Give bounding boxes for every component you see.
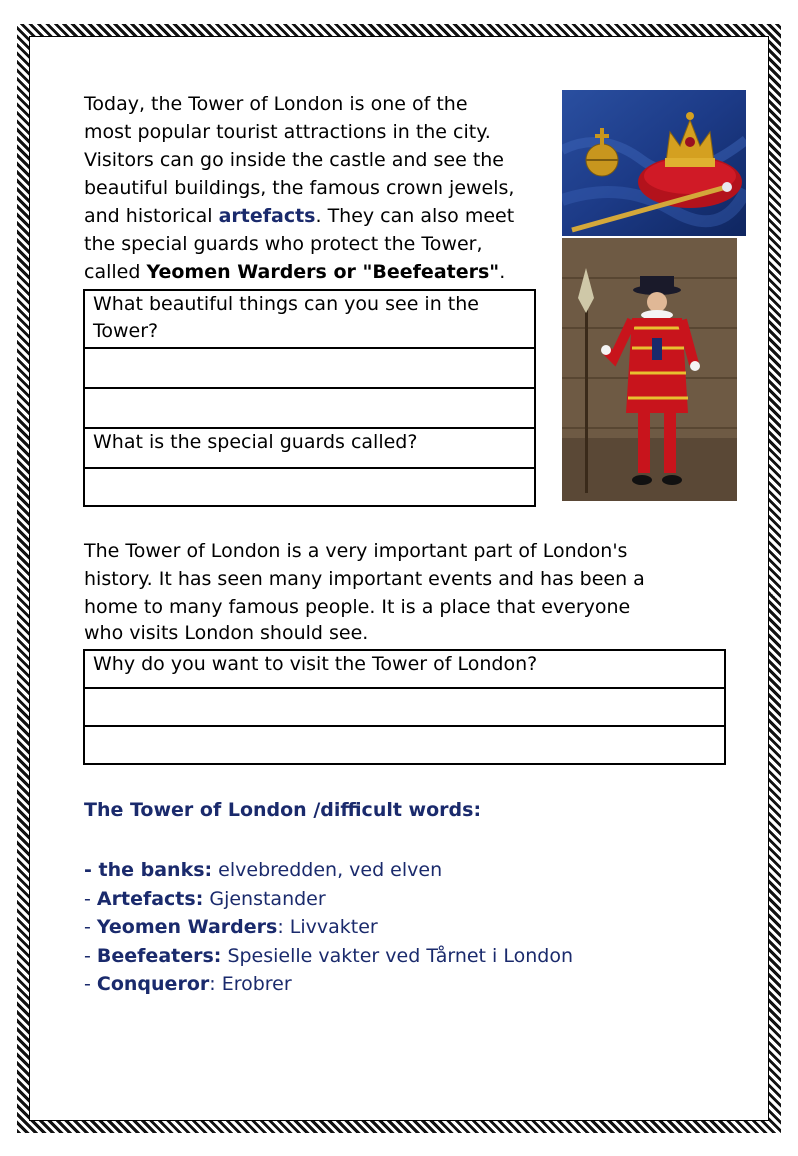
question-text: Why do you want to visit the Tower of London?	[93, 653, 538, 675]
vocab-term: Artefacts:	[96, 887, 204, 910]
vocab-meaning: Spesielle vakter ved Tårnet i London	[227, 944, 574, 967]
dash: -	[84, 944, 97, 967]
question-text: What is the special guards called?	[93, 431, 418, 453]
history-line: home to many famous people. It is a place that everyone	[84, 596, 631, 618]
dash: -	[84, 887, 97, 910]
vocab-item	[84, 856, 573, 885]
question-text: What beautiful things can you see in the	[93, 293, 479, 315]
text: .	[499, 261, 506, 283]
intro-paragraph	[84, 90, 554, 286]
intro-line	[84, 202, 554, 230]
history-line: who visits London should see.	[84, 622, 369, 644]
vocab-item	[84, 913, 573, 942]
dash: -	[84, 916, 97, 938]
vocab-meaning: Erobrer	[221, 973, 292, 995]
vocab-term: Conqueror	[96, 973, 210, 995]
vocab-list	[84, 856, 573, 999]
question-cell	[84, 650, 725, 688]
sep: :	[277, 916, 290, 938]
vocab-term: the banks:	[98, 859, 213, 881]
intro-line: the special guards who protect the Tower,	[84, 233, 483, 255]
vocab-item	[84, 970, 573, 999]
crown-jewels-photo	[562, 90, 746, 236]
text: called	[84, 261, 147, 283]
question-table-2	[83, 649, 726, 765]
question-cell	[84, 290, 535, 348]
dash: -	[84, 859, 99, 881]
sep: :	[209, 973, 222, 995]
text: and historical	[84, 205, 219, 227]
dash: -	[84, 973, 97, 995]
intro-line: most popular tourist attractions in the city.	[84, 121, 491, 143]
text: . They can also meet	[315, 205, 515, 227]
intro-line	[84, 258, 554, 286]
history-paragraph	[84, 537, 724, 647]
question-table-1	[83, 289, 536, 507]
answer-field[interactable]	[84, 468, 535, 506]
vocab-meaning: elvebredden, ved elven	[218, 859, 443, 881]
vocab-item	[84, 885, 573, 914]
history-line: The Tower of London is a very important part of London's	[84, 540, 628, 562]
intro-line: Today, the Tower of London is one of the	[84, 93, 468, 115]
question-cell	[84, 428, 535, 468]
vocab-term: Beefeaters:	[96, 944, 222, 967]
vocab-meaning: Livvakter	[289, 916, 378, 938]
intro-line: beautiful buildings, the famous crown jewels,	[84, 177, 515, 199]
vocab-term: Yeomen Warders	[96, 916, 278, 938]
vocab-item	[84, 942, 573, 971]
answer-field[interactable]	[84, 388, 535, 428]
vocab-meaning: Gjenstander	[209, 887, 326, 910]
vocab-title: The Tower of London /difficult words:	[84, 799, 482, 821]
question-text: Tower?	[93, 320, 159, 342]
beefeater-guard-photo	[562, 238, 737, 501]
answer-field[interactable]	[84, 688, 725, 726]
term-artefacts: artefacts	[218, 205, 316, 227]
answer-field[interactable]	[84, 348, 535, 388]
term-yeomen-warders: Yeomen Warders or "Beefeaters"	[146, 261, 500, 283]
answer-field[interactable]	[84, 726, 725, 764]
history-line: history. It has seen many important events and has been a	[84, 568, 645, 590]
intro-line: Visitors can go inside the castle and see the	[84, 149, 504, 171]
